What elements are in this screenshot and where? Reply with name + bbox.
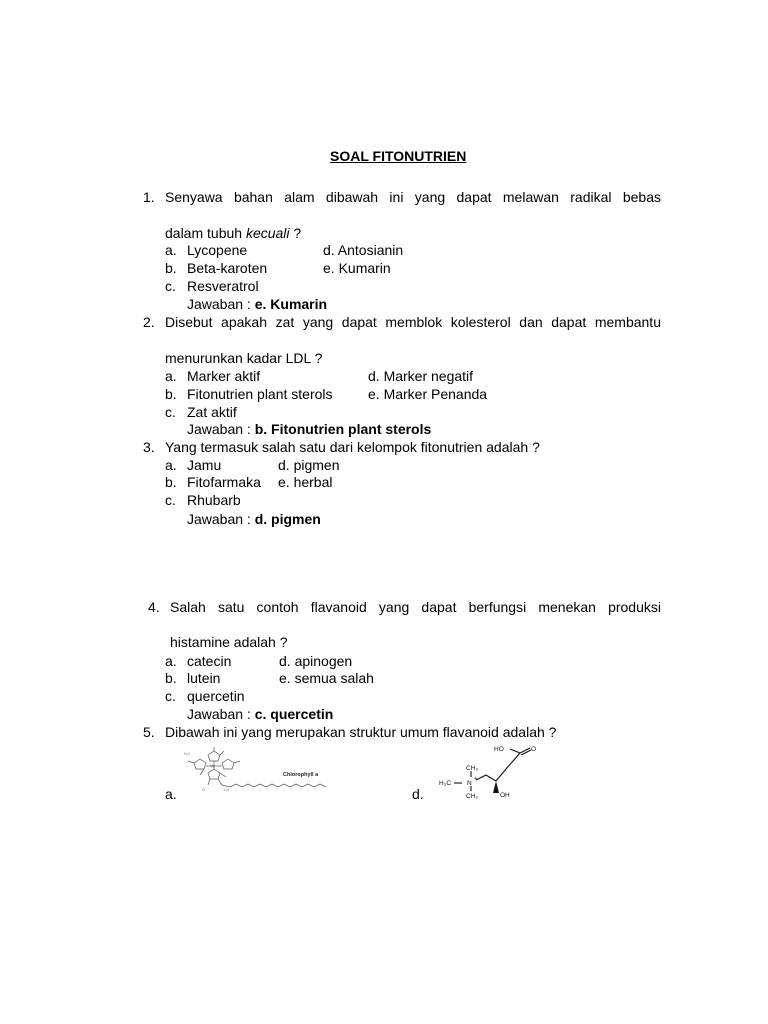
label-h3c: H₃C — [439, 780, 452, 787]
option-letter: c. — [165, 404, 176, 420]
option-d: d. Antosianin — [323, 242, 404, 258]
option-letter: b. — [165, 260, 177, 276]
question-text: Dibawah ini yang merupakan struktur umum flavanoid adalah ? — [165, 724, 557, 740]
option-b: lutein — [187, 670, 221, 686]
option-c: Zat aktif — [187, 404, 237, 420]
option-letter: b. — [165, 474, 177, 490]
option-a: catecin — [187, 653, 232, 669]
option-letter: a. — [165, 368, 177, 384]
option-b: Fitonutrien plant sterols — [187, 386, 333, 402]
answer-line: Jawaban : e. Kumarin — [187, 296, 328, 312]
label-n: N — [467, 780, 472, 787]
answer-line: Jawaban : c. quercetin — [187, 706, 334, 722]
answer-value: d. pigmen — [254, 511, 321, 527]
option-e: e. herbal — [278, 474, 333, 490]
option-e: e. Marker Penanda — [368, 386, 488, 402]
option-a: Lycopene — [187, 242, 248, 258]
label-plus: + — [474, 776, 478, 782]
option-e: e. semua salah — [279, 670, 374, 686]
option-letter: b. — [165, 670, 177, 686]
page-title: SOAL FITONUTRIEN — [330, 148, 467, 164]
molecule-structure-image — [430, 743, 545, 803]
option-e: e. Kumarin — [323, 260, 391, 276]
emphasis-text: kecuali — [245, 225, 290, 241]
option-b: Fitofarmaka — [187, 474, 261, 490]
question-text-cont: menurunkan kadar LDL ? — [165, 350, 323, 366]
answer-line: Jawaban : d. pigmen — [187, 511, 321, 527]
option-letter: c. — [165, 688, 176, 704]
answer-value: c. quercetin — [254, 706, 334, 722]
question-text: Salah satu contoh flavanoid yang dapat berfungsi menekan produksi — [170, 599, 661, 615]
option-d: d. Marker negatif — [368, 368, 474, 384]
option-letter: a. — [165, 653, 177, 669]
option-letter: a. — [165, 242, 177, 258]
option-d: d. apinogen — [279, 653, 353, 669]
label-ch3-bottom: CH₃ — [466, 793, 479, 800]
label-o: O — [531, 746, 537, 753]
question-number: 5. — [143, 724, 155, 740]
svg-text:H₂C: H₂C — [184, 752, 191, 756]
option-letter: c. — [165, 492, 176, 508]
answer-line: Jawaban : b. Fitonutrien plant sterols — [187, 421, 432, 437]
option-letter: b. — [165, 386, 177, 402]
option-c: Rhubarb — [187, 492, 241, 508]
label-ch3-top: CH₃ — [466, 765, 479, 772]
option-letter: a. — [165, 457, 177, 473]
option-c: Resveratrol — [187, 278, 259, 294]
question-text: Disebut apakah zat yang dapat memblok kolesterol dan dapat membantu — [165, 314, 661, 330]
option-letter: a. — [165, 786, 177, 802]
question-text-cont: dalam tubuh kecuali ? — [165, 225, 302, 241]
question-text: Yang termasuk salah satu dari kelompok fitonutrien adalah ? — [165, 439, 540, 455]
svg-text:O: O — [202, 788, 205, 792]
question-text-cont: histamine adalah ? — [170, 634, 288, 650]
option-c: quercetin — [187, 688, 245, 704]
question-number: 3. — [143, 439, 155, 455]
chlorophyll-structure-image — [180, 745, 345, 805]
label-oh: OH — [500, 792, 510, 799]
question-number: 2. — [143, 314, 155, 330]
option-letter: d. — [412, 786, 424, 802]
option-b: Beta-karoten — [187, 260, 268, 276]
answer-value: b. Fitonutrien plant sterols — [254, 421, 432, 437]
question-number: 1. — [143, 189, 155, 205]
option-letter: c. — [165, 278, 176, 294]
svg-text:CH: CH — [224, 788, 230, 792]
svg-text:Mg: Mg — [210, 764, 215, 768]
option-d: d. pigmen — [278, 457, 340, 473]
answer-value: e. Kumarin — [254, 296, 328, 312]
option-a: Jamu — [187, 457, 222, 473]
option-a: Marker aktif — [187, 368, 261, 384]
question-text: Senyawa bahan alam dibawah ini yang dapat melawan radikal bebas — [165, 189, 661, 205]
chlorophyll-label: Chlorophyll a — [283, 772, 319, 778]
label-ho: HO — [494, 746, 504, 753]
question-number: 4. — [148, 599, 160, 615]
